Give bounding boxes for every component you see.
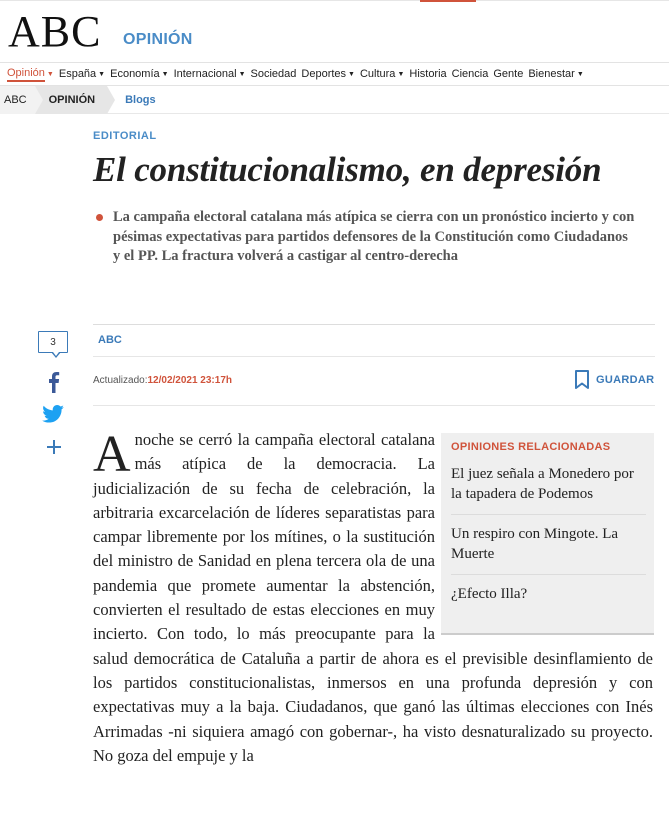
save-button[interactable] [574, 370, 654, 390]
updated-label: Actualizado: [93, 375, 148, 386]
chevron-down-icon: ▼ [397, 70, 405, 78]
nav-item-cultura[interactable] [360, 68, 404, 80]
article-headline: El constitucionalismo, en depresión [93, 150, 602, 189]
nav-label: España [58, 68, 97, 80]
chevron-down-icon: ▼ [98, 70, 106, 78]
nav-label: Economía [110, 68, 160, 80]
nav-label: Ciencia [451, 68, 489, 80]
comment-icon[interactable] [38, 331, 68, 353]
nav-item-opinion[interactable] [7, 67, 54, 82]
article-author[interactable]: ABC [98, 334, 122, 346]
summary-text: La campaña electoral catalana más atípica se cierra con un pronóstico incierto y con pésimas expectativas para partidos defensores de la Constitución como Ciudadanos y el PP. La fractura volverá a castigar al centro-derecha [113, 209, 635, 264]
updated-timestamp [93, 375, 232, 386]
chevron-down-icon: ▼ [348, 70, 355, 78]
dropcap: A [93, 426, 131, 483]
breadcrumb [0, 86, 669, 114]
nav-item-bienestar[interactable] [528, 68, 583, 80]
chevron-down-icon: ▼ [46, 70, 54, 78]
nav-item-historia[interactable] [409, 68, 446, 80]
article-kicker[interactable]: EDITORIAL [93, 130, 157, 142]
divider [93, 405, 655, 406]
chevron-down-icon: ▼ [576, 70, 584, 78]
updated-value: 12/02/2021 23:17h [147, 375, 232, 386]
share-bar [38, 331, 70, 455]
facebook-icon[interactable] [46, 371, 64, 393]
divider [93, 356, 655, 357]
comment-count: 3 [50, 336, 56, 348]
breadcrumb-abc[interactable] [0, 86, 35, 114]
site-header [0, 0, 669, 62]
nav-label: Opinión [7, 67, 45, 82]
nav-item-ciencia[interactable] [452, 68, 489, 80]
main-nav [0, 62, 669, 86]
breadcrumb-opinion[interactable] [35, 86, 107, 114]
article-body-text: noche se cerró la campaña electoral catalana más atípica de la democracia. La judicialización de su fecha de celebración, la arbitraria excarcelación de líderes separatistas para campar libremente por los mítines, o la sustitución del ministro de Sanidad en plena tercera ola de una pandemia que promete aumentar la abstención, convierten el resultado de estas elecciones en muy incierto. Con todo, lo más preocupante para la salud democrática de Cataluña a partir de ahora es el previsible desinflamiento de los partidos constitucionalistas, inmersos en una profunda depresión y con expectativas muy a la baja. Ciudadanos, que ganó las últimas elecciones con Inés Arrimadas -ni siquiera amagó con gobernar-, ha visto desnaturalizado su proyecto. No goza del empuje y la [93, 430, 653, 765]
related-opinions [441, 433, 654, 635]
plus-icon[interactable] [46, 439, 62, 455]
nav-label: Gente [493, 68, 524, 80]
related-title: OPINIONES RELACIONADAS [451, 441, 611, 453]
related-item[interactable]: El juez señala a Monedero por la tapadera de Podemos [451, 453, 646, 515]
nav-item-economia[interactable] [110, 68, 168, 80]
bookmark-icon [574, 370, 590, 390]
save-label: GUARDAR [596, 374, 655, 386]
related-item[interactable]: Un respiro con Mingote. La Muerte [451, 515, 646, 575]
nav-item-gente[interactable] [493, 68, 523, 80]
chevron-down-icon: ▼ [238, 70, 246, 78]
breadcrumb-blogs-link[interactable]: Blogs [125, 93, 156, 106]
nav-label: Historia [409, 68, 447, 80]
article-summary [96, 208, 636, 267]
abc-logo[interactable]: ABC [8, 7, 102, 56]
related-item[interactable]: ¿Efecto Illa? [451, 586, 528, 602]
divider [93, 324, 655, 325]
nav-item-espana[interactable] [59, 68, 105, 80]
related-list [441, 453, 654, 615]
nav-label: Cultura [359, 68, 396, 80]
nav-label: Sociedad [250, 68, 297, 80]
section-title[interactable]: OPINIÓN [123, 31, 193, 48]
bullet-icon [96, 214, 103, 221]
nav-label: Bienestar [528, 68, 575, 80]
nav-item-internacional[interactable] [174, 68, 246, 80]
nav-label: Deportes [301, 68, 347, 80]
nav-item-deportes[interactable] [301, 68, 355, 80]
twitter-icon[interactable] [42, 405, 64, 423]
breadcrumb-label: OPINIÓN [48, 93, 96, 106]
chevron-down-icon: ▼ [161, 70, 169, 78]
nav-item-sociedad[interactable] [251, 68, 297, 80]
breadcrumb-label: ABC [4, 93, 27, 106]
nav-label: Internacional [173, 68, 237, 80]
